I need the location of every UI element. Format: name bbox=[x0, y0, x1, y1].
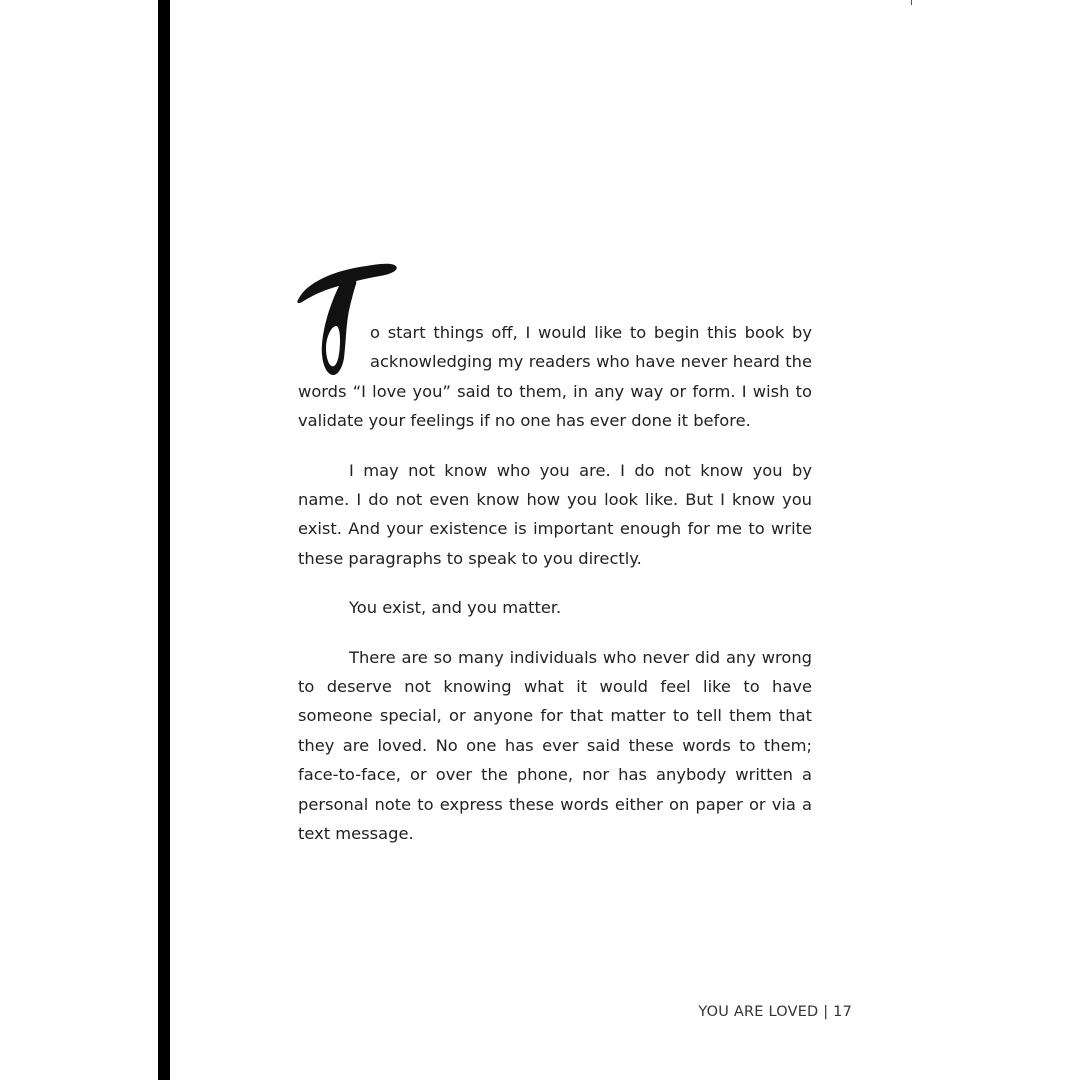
body-text bbox=[298, 318, 812, 869]
page-number: 17 bbox=[833, 1004, 852, 1020]
first-paragraph-text: o start things off, I would like to begin this book by acknowledging my readers who have never heard the words “I love you” said to them, in any way or form. I wish to validate your feelings if no one has ever done it before. bbox=[298, 323, 812, 431]
paragraph: You exist, and you matter. bbox=[349, 598, 562, 618]
drop-cap-letter-t bbox=[296, 260, 402, 382]
page-footer bbox=[640, 1004, 852, 1020]
paragraph: I may not know who you are. I do not know you by name. I do not even know how you look like. But I know you exist. And your existence is important enough for me to write these paragraphs to speak to you directly. bbox=[298, 460, 812, 568]
footer-separator: | bbox=[818, 1004, 834, 1020]
crop-mark bbox=[911, 0, 912, 5]
paragraph: There are so many individuals who never did any wrong to deserve not knowing what it would feel like to have someone special, or anyone for that matter to tell them that they are loved. No one has ever said these words to them; face-to-face, or over the phone, nor has anybody written a personal note to express these words either on paper or via a text message. bbox=[298, 647, 812, 844]
page-spine bbox=[158, 0, 170, 1080]
drop-cap bbox=[298, 318, 370, 376]
first-paragraph bbox=[298, 318, 812, 436]
running-title: YOU ARE LOVED bbox=[698, 1004, 819, 1020]
